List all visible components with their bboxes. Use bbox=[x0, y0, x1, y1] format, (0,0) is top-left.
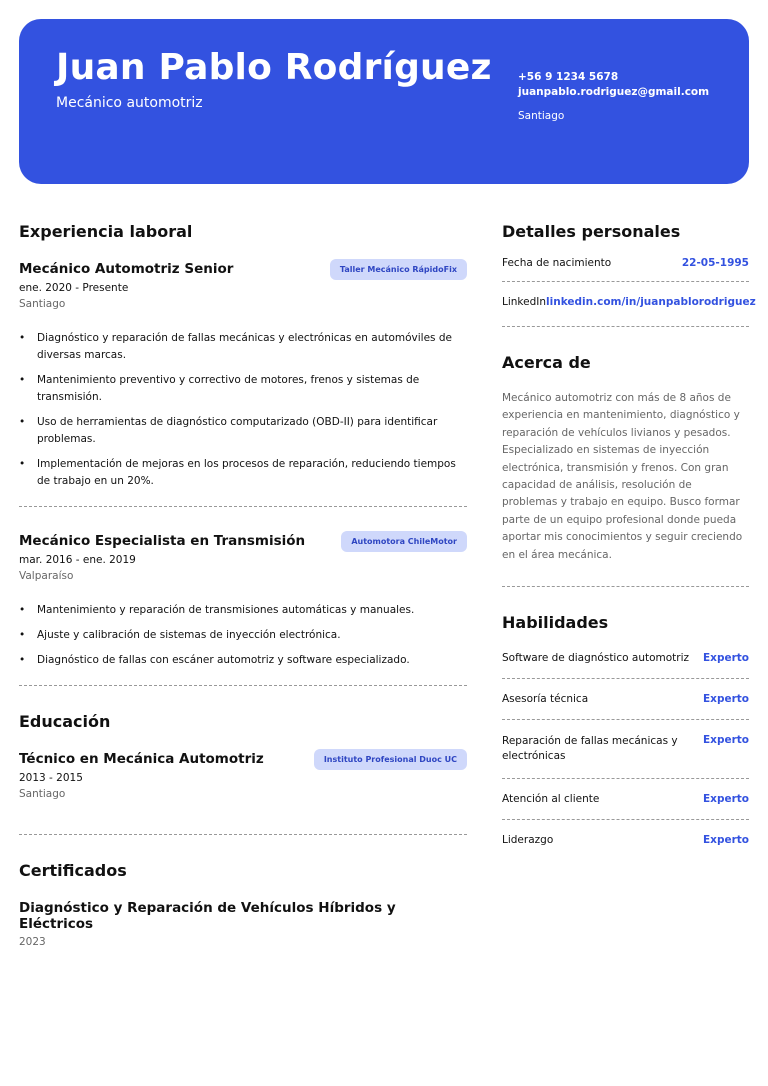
linkedin-label: LinkedIn bbox=[502, 296, 547, 308]
divider bbox=[502, 326, 749, 327]
certificate-year: 2023 bbox=[19, 936, 46, 948]
divider bbox=[19, 506, 467, 507]
resume-header bbox=[19, 19, 749, 184]
about-text: Mecánico automotriz con más de 8 años de experiencia en mantenimiento, diagnóstico y reparación de vehículos livianos y pesados. Especializado en sistemas de inyección electrónica, transmisión y frenos. Con gran capacidad de análisis, resolución de problemas y trabajo en equipo. Busco formar parte de un equipo profesional donde pueda aportar mis conocimientos y seguir creciendo en el área mecánica. bbox=[502, 392, 743, 561]
skill-name: Asesoría técnica bbox=[502, 693, 589, 706]
about-heading: Acerca de bbox=[502, 353, 591, 372]
skill-level: Experto bbox=[703, 734, 749, 747]
education-entry bbox=[19, 749, 467, 800]
skill-level: Experto bbox=[703, 693, 749, 706]
list-item bbox=[502, 720, 749, 779]
education-place: Santiago bbox=[19, 788, 66, 800]
skill-name: Atención al cliente bbox=[502, 793, 600, 806]
birth-date-row bbox=[502, 257, 749, 269]
skill-level: Experto bbox=[703, 834, 749, 847]
right-column bbox=[502, 222, 756, 860]
list-item bbox=[502, 779, 749, 820]
skills-list bbox=[502, 638, 749, 860]
experience-heading: Experiencia laboral bbox=[19, 222, 193, 241]
education-title: Técnico en Mecánica Automotriz bbox=[19, 751, 264, 767]
job-place: Santiago bbox=[19, 298, 66, 310]
list-item: • Diagnóstico y reparación de fallas mecánicas y electrónicas en automóviles de diversas marcas. bbox=[19, 330, 467, 364]
list-item: • Implementación de mejoras en los procesos de reparación, reduciendo tiempos de trabajo en un 20%. bbox=[19, 456, 467, 490]
job-bullets bbox=[19, 330, 467, 490]
job-place: Valparaíso bbox=[19, 570, 74, 582]
list-item: • Mantenimiento y reparación de transmisiones automáticas y manuales. bbox=[19, 602, 467, 619]
certificates-heading: Certificados bbox=[19, 861, 127, 880]
job-dates: ene. 2020 - Presente bbox=[19, 282, 129, 294]
email-address: juanpablo.rodriguez@gmail.com bbox=[518, 86, 710, 98]
job-entry bbox=[19, 259, 467, 490]
list-item: • Ajuste y calibración de sistemas de inyección electrónica. bbox=[19, 627, 467, 644]
personal-details-heading: Detalles personales bbox=[502, 222, 681, 241]
city: Santiago bbox=[518, 110, 565, 122]
left-column bbox=[19, 222, 467, 948]
certificate-title: Diagnóstico y Reparación de Vehículos Híbridos y Eléctricos bbox=[19, 900, 396, 932]
certificate-entry bbox=[19, 898, 467, 948]
education-dates: 2013 - 2015 bbox=[19, 772, 83, 784]
job-role: Mecánico automotriz bbox=[56, 95, 203, 111]
job-bullets bbox=[19, 602, 467, 669]
company-badge: Automotora ChileMotor bbox=[341, 531, 467, 552]
skill-level: Experto bbox=[703, 793, 749, 806]
birth-date-label: Fecha de nacimiento bbox=[502, 257, 612, 269]
job-title: Mecánico Especialista en Transmisión bbox=[19, 533, 306, 549]
list-item: • Mantenimiento preventivo y correctivo de motores, frenos y sistemas de transmisión. bbox=[19, 372, 467, 406]
divider bbox=[19, 834, 467, 835]
list-item bbox=[502, 679, 749, 720]
skill-level: Experto bbox=[703, 652, 749, 665]
phone-number: +56 9 1234 5678 bbox=[518, 71, 619, 83]
birth-date-value: 22-05-1995 bbox=[681, 257, 749, 269]
list-item bbox=[502, 638, 749, 679]
skill-name: Liderazgo bbox=[502, 834, 554, 847]
divider bbox=[19, 685, 467, 686]
contact-block bbox=[518, 71, 709, 125]
linkedin-link[interactable]: linkedin.com/in/juanpablorodriguez bbox=[546, 296, 756, 308]
skill-name: Reparación de fallas mecánicas y electrónicas bbox=[502, 735, 678, 763]
divider bbox=[502, 281, 749, 282]
skill-name: Software de diagnóstico automotriz bbox=[502, 652, 690, 665]
full-name: Juan Pablo Rodríguez bbox=[56, 47, 492, 88]
institution-badge: Instituto Profesional Duoc UC bbox=[314, 749, 467, 770]
divider bbox=[502, 586, 749, 587]
job-entry bbox=[19, 531, 467, 669]
linkedin-row bbox=[502, 296, 756, 308]
education-heading: Educación bbox=[19, 712, 111, 731]
job-dates: mar. 2016 - ene. 2019 bbox=[19, 554, 136, 566]
job-title: Mecánico Automotriz Senior bbox=[19, 261, 234, 277]
skills-heading: Habilidades bbox=[502, 613, 609, 633]
list-item bbox=[502, 820, 749, 860]
list-item: • Uso de herramientas de diagnóstico computarizado (OBD-II) para identificar problemas. bbox=[19, 414, 467, 448]
list-item: • Diagnóstico de fallas con escáner automotriz y software especializado. bbox=[19, 652, 467, 669]
company-badge: Taller Mecánico RápidoFix bbox=[330, 259, 467, 280]
